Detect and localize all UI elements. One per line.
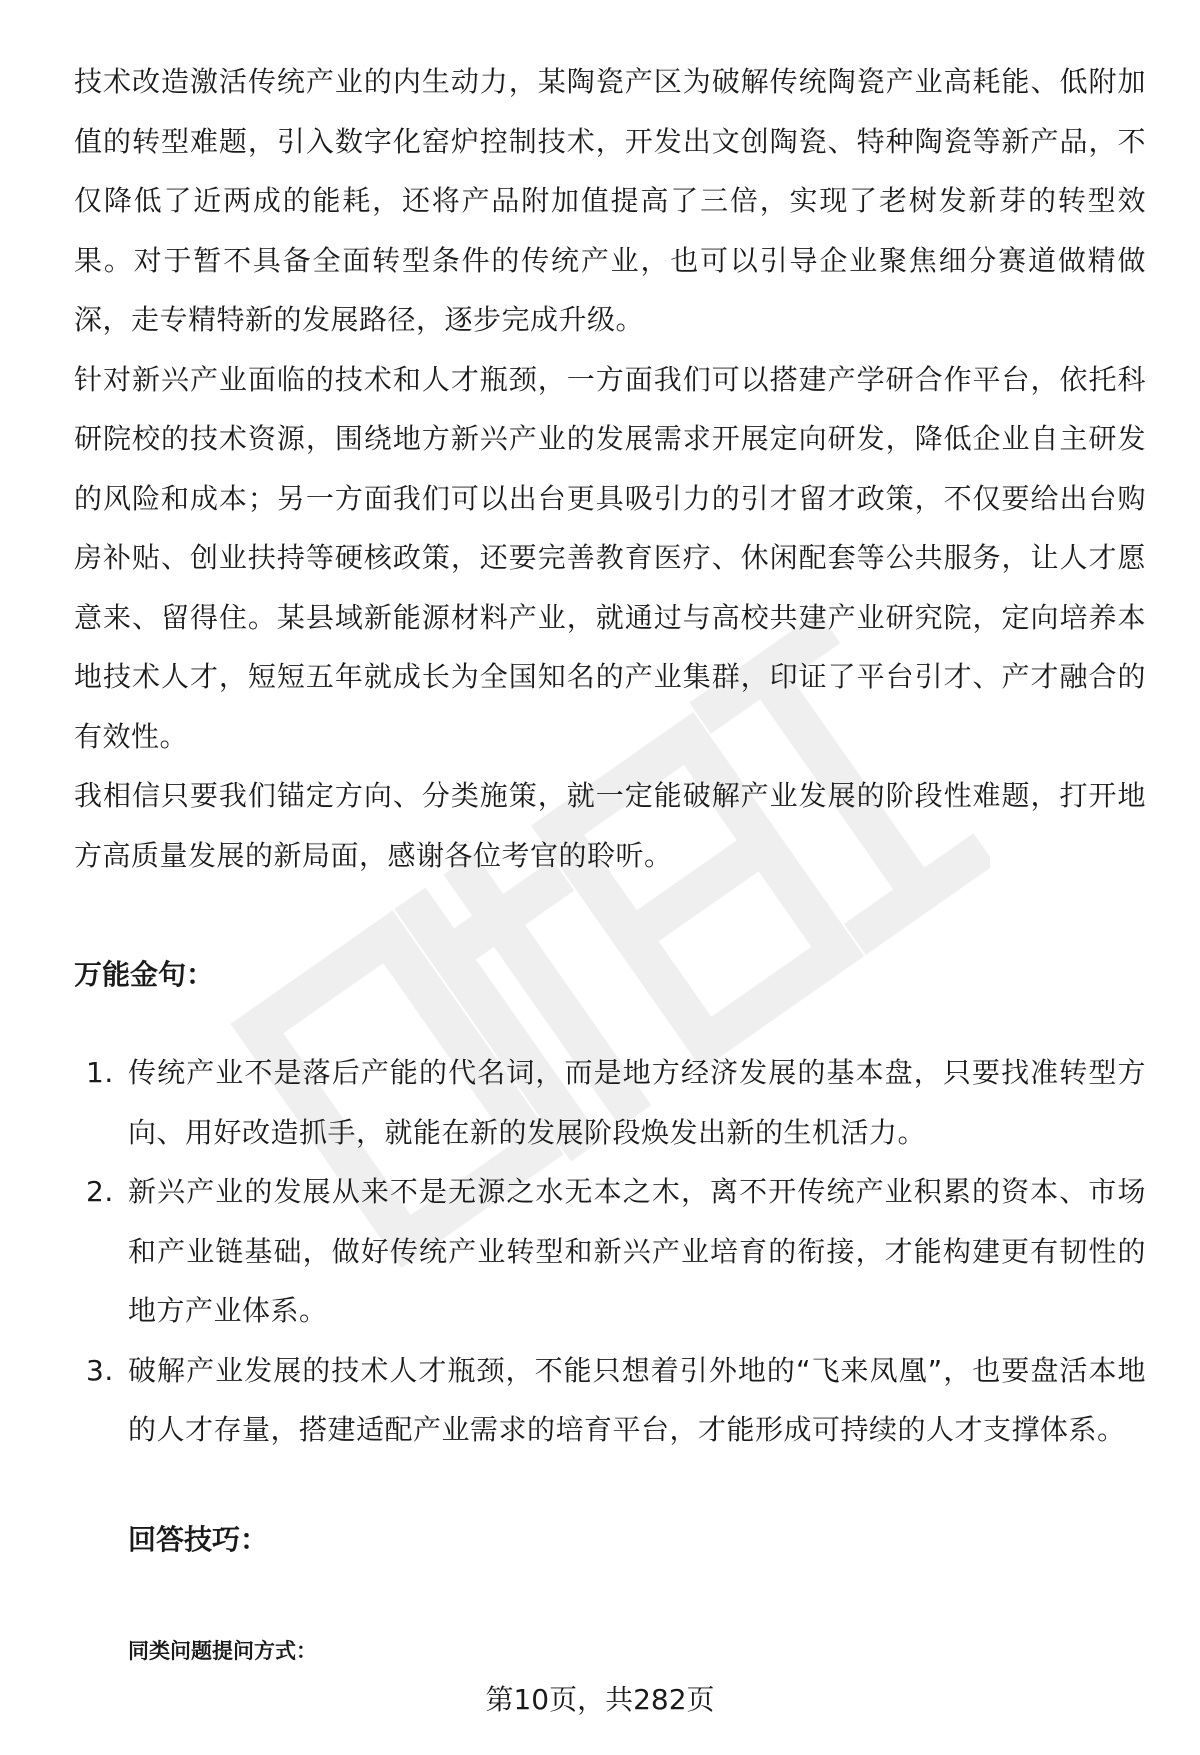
- list-item-text: 传统产业不是落后产能的代名词，而是地方经济发展的基本盘，只要找准转型方向、用好改造抓手，就能在新的发展阶段焕发出新的生机活力。: [128, 1056, 1146, 1149]
- heading-similar-questions: 同类问题提问方式：: [128, 1638, 317, 1663]
- list-item-text: 破解产业发展的技术人才瓶颈，不能只想着引外地的“飞来凤凰”，也要盘活本地的人才存量，搭建适配产业需求的培育平台，才能形成可持续的人才支撑体系。: [128, 1353, 1146, 1446]
- golden-sentences-list: [74, 1043, 1146, 1460]
- paragraph-tech-upgrade: 技术改造激活传统产业的内生动力，某陶瓷产区为破解传统陶瓷产业高耗能、低附加值的转型难题，引入数字化窑炉控制技术，开发出文创陶瓷、特种陶瓷等新产品，不仅降低了近两成的能耗，还将产品附加值提高了三倍，实现了老树发新芽的转型效果。对于暂不具备全面转型条件的传统产业，也可以引导企业聚焦细分赛道做精做深，走专精特新的发展路径，逐步完成升级。: [74, 65, 1146, 336]
- list-item: [74, 1162, 1146, 1341]
- list-item-text: 新兴产业的发展从来不是无源之水无本之木，离不开传统产业积累的资本、市场和产业链基础，做好传统产业转型和新兴产业培育的衔接，才能构建更有韧性的地方产业体系。: [128, 1175, 1146, 1327]
- list-item: [74, 1341, 1146, 1460]
- paragraph-talent-bottleneck: 针对新兴产业面临的技术和人才瓶颈，一方面我们可以搭建产学研合作平台，依托科研院校的技术资源，围绕地方新兴产业的发展需求开展定向研发，降低企业自主研发的风险和成本；另一方面我们可以出台更具吸引力的引才留才政策，不仅要给出台购房补贴、创业扶持等硬核政策，还要完善教育医疗、休闲配套等公共服务，让人才愿意来、留得住。某县域新能源材料产业，就通过与高校共建产业研究院，定向培养本地技术人才，短短五年就成长为全国知名的产业集群，印证了平台引才、产才融合的有效性。: [74, 362, 1146, 753]
- paragraph-conclusion: 我相信只要我们锚定方向、分类施策，就一定能破解产业发展的阶段性难题，打开地方高质量发展的新局面，感谢各位考官的聆听。: [74, 779, 1146, 872]
- document-body: [74, 52, 1146, 1668]
- heading-golden-sentences: 万能金句：: [74, 958, 215, 991]
- list-item-number: 2.: [86, 1175, 114, 1208]
- list-item-number: 3.: [86, 1353, 114, 1387]
- list-item: [74, 1043, 1146, 1162]
- heading-answer-tips: 回答技巧：: [128, 1522, 269, 1556]
- page-footer: 第10页，共282页: [485, 1683, 715, 1716]
- list-item-number: 1.: [86, 1056, 114, 1089]
